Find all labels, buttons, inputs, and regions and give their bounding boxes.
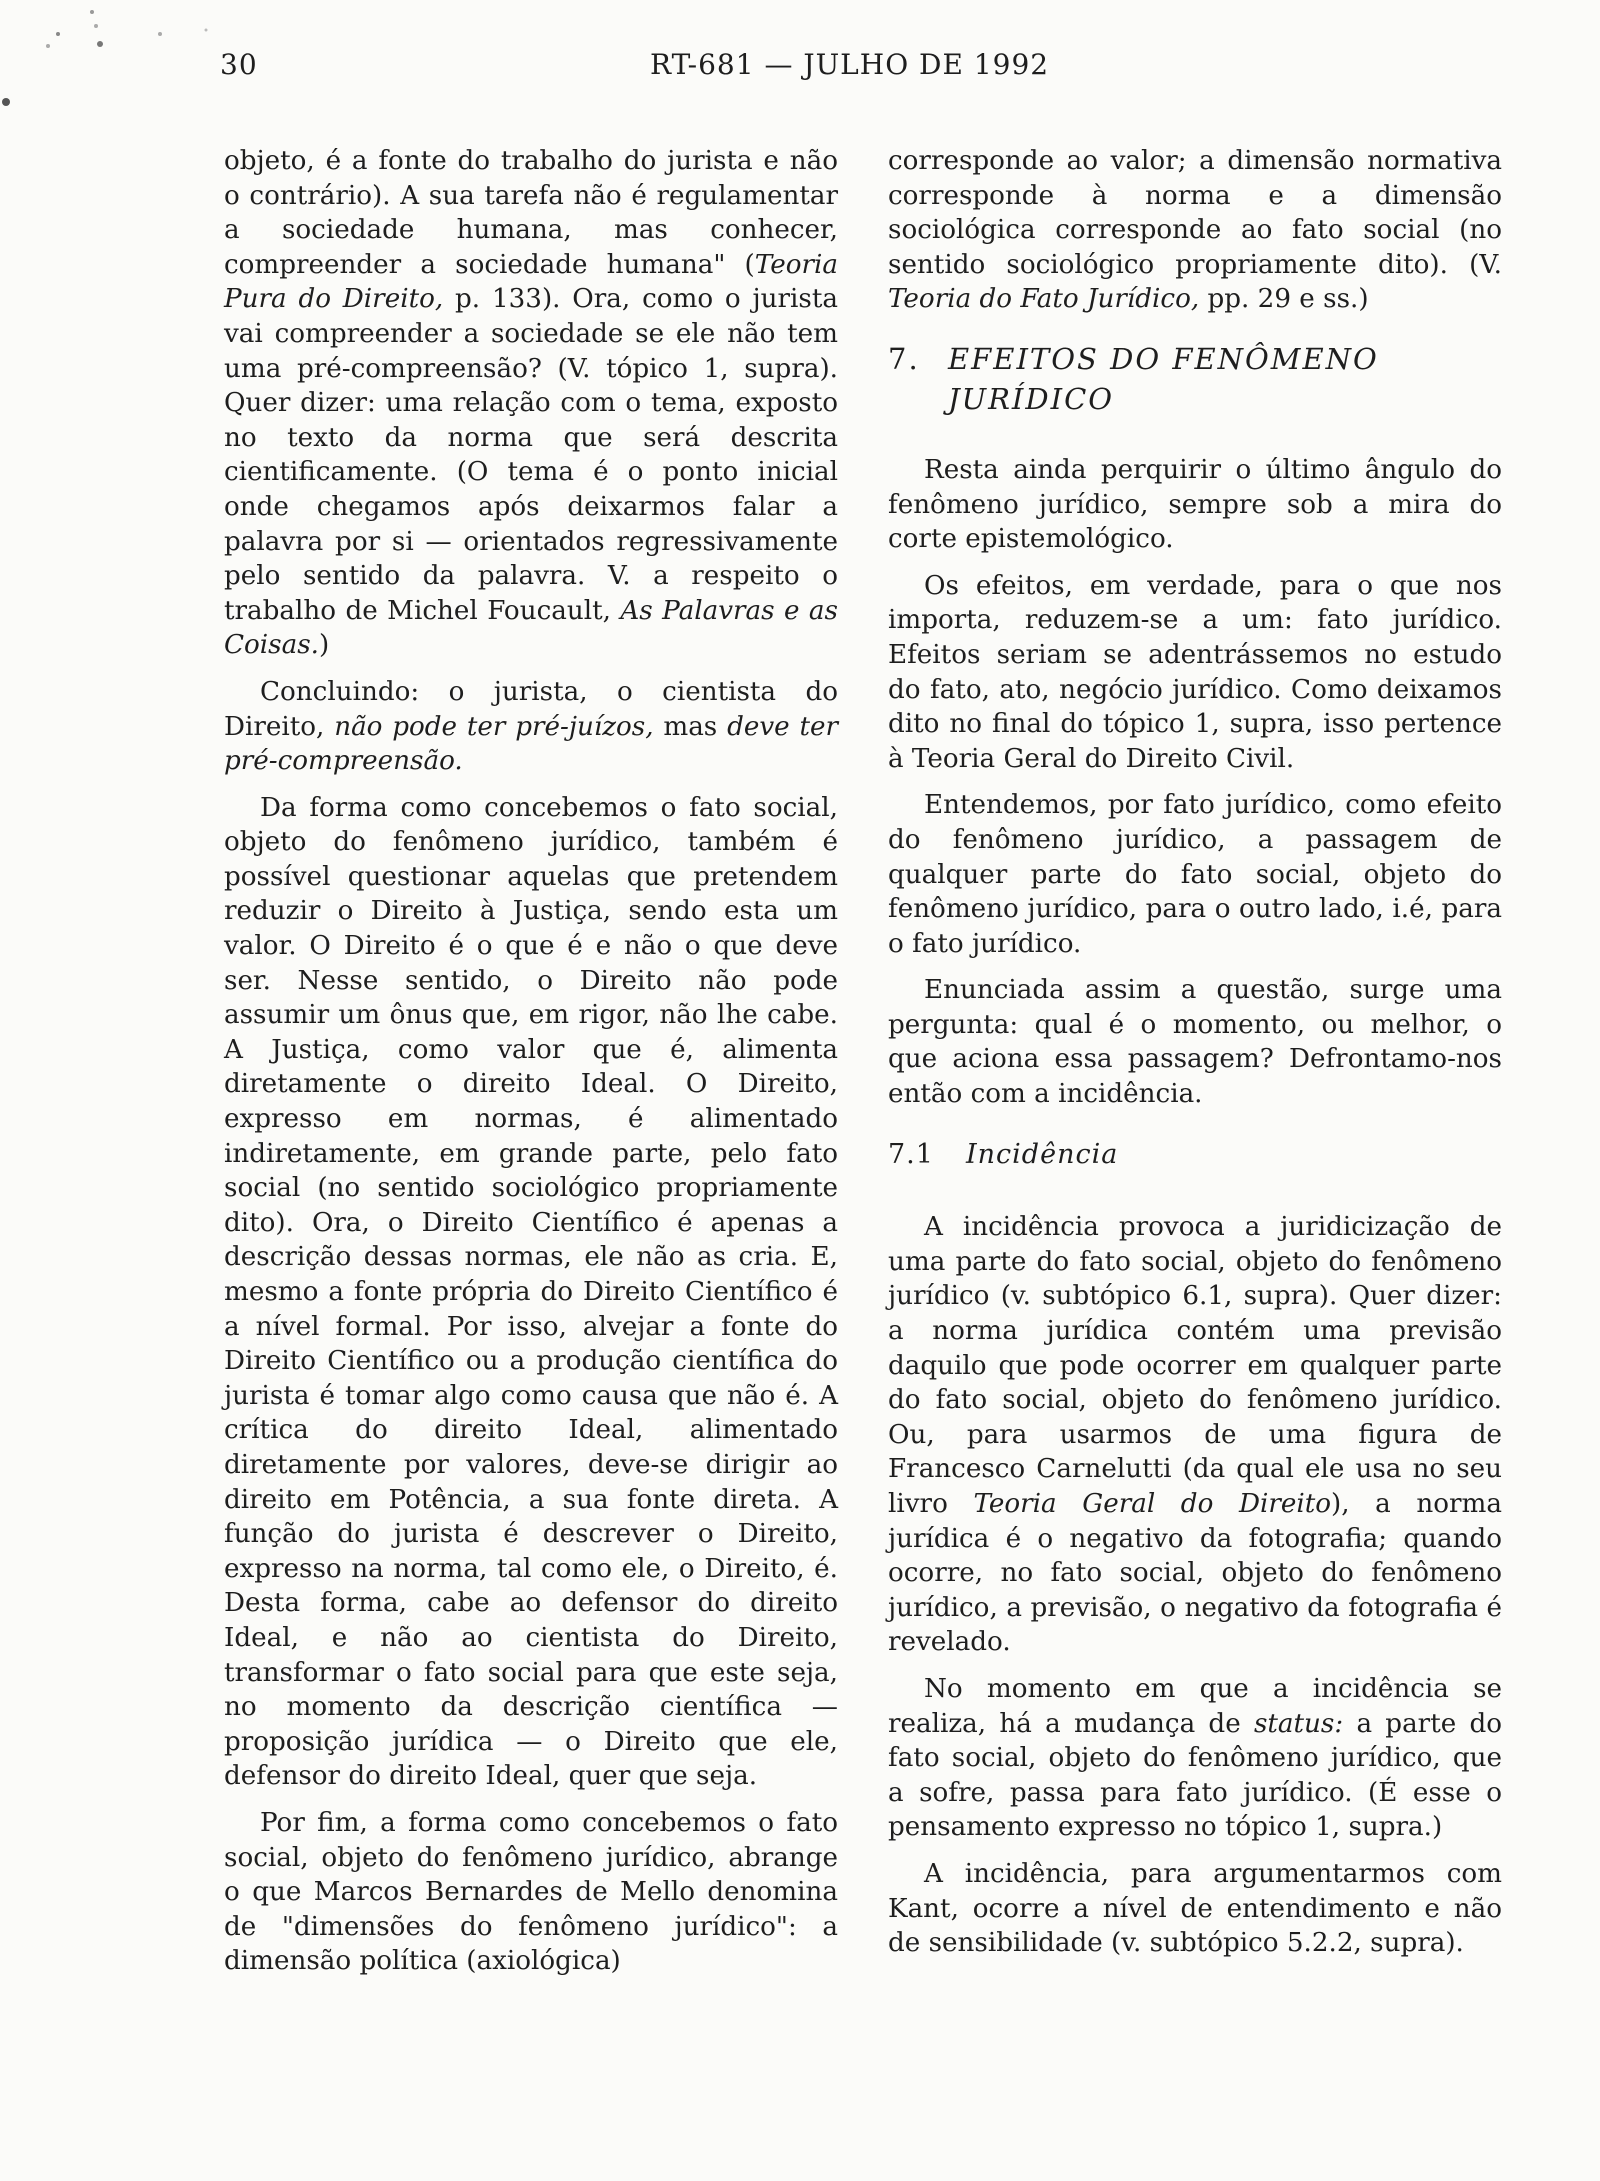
text-run: ), a norma jurídica é o negativo da fotografia; quando ocorre, no fato social, objeto do fenômeno jurídico, a previsão, o negativo da fotografia é revelado. — [888, 1489, 1502, 1658]
subsection-heading — [888, 1138, 1502, 1173]
subsection-number: 7.1 — [888, 1138, 934, 1170]
book-title: As Palavras e as Coisas. — [224, 595, 838, 661]
scan-specks — [0, 0, 240, 120]
emphasis: não pode ter pré-juízos, — [334, 711, 654, 742]
page-number: 30 — [220, 48, 258, 81]
text-run: A incidência provoca a juridicização de uma parte do fato social, objeto do fenômeno jurídico (v. subtópico 6.1, supra). Quer dizer: a norma jurídica contém uma previsão daquilo que pode ocorrer em qualquer parte do fato social, objeto do fenômeno jurídico. Ou, para usarmos de uma figura de Francesco Carnelutti (da qual ele usa no seu livro — [888, 1212, 1502, 1519]
paragraph — [888, 1672, 1502, 1845]
paragraph — [888, 1210, 1502, 1660]
section-heading — [888, 339, 1502, 419]
book-title: Teoria do Fato Jurídico, — [888, 284, 1200, 315]
text-run: mas — [653, 711, 728, 742]
text-run: ) — [319, 630, 330, 661]
paragraph — [888, 144, 1502, 317]
paragraph — [224, 144, 838, 663]
text-run: No momento em que a incidência se realiza, há a mudança de — [888, 1673, 1502, 1739]
paragraph: Por fim, a forma como concebemos o fato social, objeto do fenômeno jurídico, abrange o que Marcos Bernardes de Mello denomina de "dimensões do fenômeno jurídico": a dimensão política (axiológica) — [224, 1807, 838, 1977]
text-run: p. 133). Ora, como o jurista vai compreender a sociedade se ele não tem uma pré-compreensão? (V. tópico 1, supra). Quer dizer: uma relação com o tema, exposto no texto da norma que será descrita cientificamente. (O tema é o ponto inicial onde chegamos após deixarmos falar a palavra por si — orientados regressivamente pelo sentido da palavra. V. a respeito o trabalho de Michel Foucault, — [224, 284, 838, 626]
paragraph: A incidência, para argumentarmos com Kant, ocorre a nível de entendimento e não de sensibilidade (v. subtópico 5.2.2, supra). — [888, 1858, 1502, 1959]
section-number: 7. — [888, 341, 920, 376]
text-run: Concluindo: o jurista, o cientista do Direito, — [224, 676, 838, 742]
text-run: pp. 29 e ss.) — [1199, 284, 1369, 315]
emphasis: deve ter pré-compreensão. — [224, 711, 838, 777]
book-title: Teoria Geral do Direito — [973, 1489, 1332, 1519]
paragraph: Enunciada assim a questão, surge uma pergunta: qual é o momento, ou melhor, o que aciona essa passagem? Defrontamo-nos então com a incidência. — [888, 975, 1502, 1110]
book-title: Teoria Pura do Direito, — [224, 249, 838, 315]
section-title-line1: EFEITOS DO FENÔMENO — [948, 341, 1379, 376]
subsection-title: Incidência — [966, 1138, 1119, 1170]
paragraph — [224, 675, 838, 779]
left-column — [224, 144, 838, 1991]
paragraph: Resta ainda perquirir o último ângulo do fenômeno jurídico, sempre sob a mira do corte epistemológico. — [888, 454, 1502, 555]
section-title-line2: JURÍDICO — [948, 381, 1115, 416]
paragraph: Os efeitos, em verdade, para o que nos importa, reduzem-se a um: fato jurídico. Efeitos seriam se adentrássemos no estudo do fato, ato, negócio jurídico. Como deixamos dito no final do tópico 1, supra, isso pertence à Teoria Geral do Direito Civil. — [888, 570, 1502, 774]
paragraph: Da forma como concebemos o fato social, objeto do fenômeno jurídico, também é possível questionar aquelas que pretendem reduzir o Direito à Justiça, sendo esta um valor. O Direito é o que é e não o que deve ser. Nesse sentido, o Direito não pode assumir um ônus que, em rigor, não lhe cabe. A Justiça, como valor que é, alimenta diretamente o direito Ideal. O Direito, expresso em normas, é alimentado indiretamente, em grande parte, pelo fato social (no sentido sociológico propriamente dito). Ora, o Direito Científico é apenas a descrição dessas normas, ele não as cria. E, mesmo a fonte própria do Direito Científico é a nível formal. Por isso, alvejar a fonte do Direito Científico ou a produção científica do jurista é tomar algo como causa que não é. A crítica do direito Ideal, alimentado diretamente por valores, deve-se dirigir ao direito em Potência, a sua fonte direta. A função do jurista é descrever o Direito, expresso na norma, tal como ele, o Direito, é. Desta forma, cabe ao defensor do direito Ideal, e não ao cientista do Direito, transformar o fato social para que este seja, no momento da descrição científica — proposição jurídica — o Direito que ele, defensor do direito Ideal, quer que seja. — [224, 792, 838, 1792]
text-run: objeto, é a fonte do trabalho do jurista e não o contrário). A sua tarefa não é regulamentar a sociedade humana, mas conhecer, compreender a sociedade humana" ( — [224, 146, 838, 280]
emphasis: status: — [1253, 1708, 1344, 1739]
paragraph: Entendemos, por fato jurídico, como efeito do fenômeno jurídico, a passagem de qualquer parte do fato social, objeto do fenômeno jurídico, para o outro lado, i.é, para o fato jurídico. — [888, 790, 1502, 959]
page-header — [220, 48, 1060, 88]
text-run: corresponde ao valor; a dimensão normativa corresponde à norma e a dimensão sociológica corresponde ao fato social (no sentido sociológico propriamente dito). (V. — [888, 146, 1502, 280]
right-column — [888, 144, 1502, 1973]
running-title: RT-681 — JULHO DE 1992 — [650, 48, 1050, 81]
text-run: a parte do fato social, objeto do fenômeno jurídico, que a sofre, passa para fato jurídico. (É esse o pensamento expresso no tópico 1, supra.) — [888, 1708, 1503, 1843]
